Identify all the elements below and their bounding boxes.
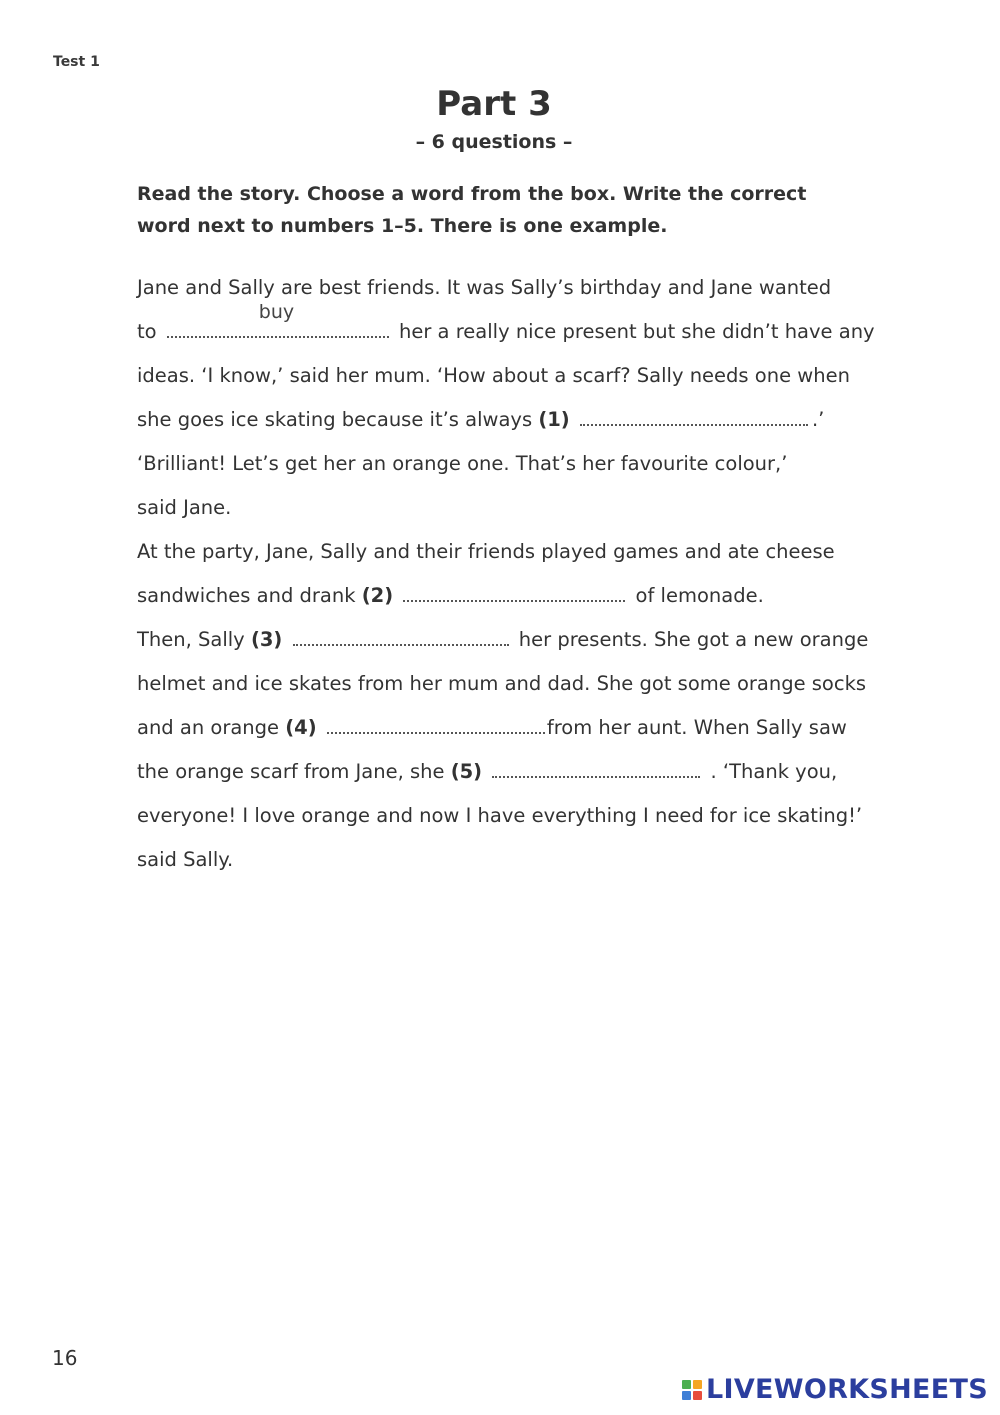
question-number-1: (1) — [538, 408, 570, 431]
story-line: Jane and Sally are best friends. It was Sally’s birthday and Jane wanted — [137, 276, 832, 299]
logo-square — [693, 1380, 702, 1389]
story-line — [137, 301, 875, 354]
instructions-line-2: word next to numbers 1–5. There is one example. — [137, 215, 668, 237]
story-fragment: Then, Sally — [137, 628, 245, 651]
story-fragment: . ‘Thank you, — [710, 760, 838, 783]
example-answer: buy — [258, 301, 295, 323]
story-line: ‘Brilliant! Let’s get her an orange one. That’s her favourite colour,’ — [137, 452, 788, 475]
example-answer-blank — [167, 301, 389, 339]
story-fragment: of lemonade. — [635, 584, 764, 607]
logo-square — [693, 1391, 702, 1400]
logo-square — [682, 1380, 691, 1389]
part-title: Part 3 — [436, 84, 552, 124]
logo-square — [682, 1391, 691, 1400]
story-fragment: from her aunt. When Sally saw — [546, 716, 847, 739]
brand-name: LIVEWORKSHEETS — [705, 1374, 988, 1405]
test-label: Test 1 — [53, 54, 100, 70]
story-fragment: her presents. She got a new orange — [518, 628, 869, 651]
question-number-4: (4) — [285, 716, 317, 739]
story-line — [137, 706, 867, 750]
story-fragment: the orange scarf from Jane, she — [137, 760, 445, 783]
story-fragment: her a really nice present but she didn’t have any — [398, 320, 875, 343]
answer-blank-5[interactable] — [492, 757, 700, 779]
answer-blank-1[interactable] — [580, 405, 808, 427]
answer-blank-4[interactable] — [327, 713, 545, 735]
story-line: helmet and ice skates from her mum and dad. She got some orange socks — [137, 672, 867, 695]
story-fragment: to — [137, 320, 157, 343]
story-line — [137, 398, 867, 442]
liveworksheets-logo — [682, 1374, 988, 1405]
liveworksheets-icon — [682, 1380, 702, 1400]
story-line: said Sally. — [137, 848, 234, 871]
story-fragment: sandwiches and drank — [137, 584, 356, 607]
instructions — [137, 178, 857, 242]
story-line: said Jane. — [137, 496, 232, 519]
story-fragment: she goes ice skating because it’s always — [137, 408, 533, 431]
story-fragment: and an orange — [137, 716, 280, 739]
story-text — [137, 266, 875, 882]
story-line — [137, 574, 867, 618]
instructions-line-1: Read the story. Choose a word from the box. Write the correct — [137, 183, 807, 205]
story-line — [137, 750, 867, 794]
story-line — [137, 618, 867, 662]
story-fragment: .’ — [811, 408, 825, 431]
question-number-3: (3) — [250, 628, 283, 651]
question-number-5: (5) — [450, 760, 483, 783]
answer-blank-2[interactable] — [403, 581, 625, 603]
page-number: 16 — [52, 1346, 78, 1370]
question-count: – 6 questions – — [415, 131, 573, 153]
story-line: ideas. ‘I know,’ said her mum. ‘How about a scarf? Sally needs one when — [137, 364, 850, 387]
story-line: everyone! I love orange and now I have everything I need for ice skating!’ — [137, 804, 863, 827]
answer-blank-3[interactable] — [293, 625, 509, 647]
story-line: At the party, Jane, Sally and their friends played games and ate cheese — [137, 540, 835, 563]
question-number-2: (2) — [361, 584, 394, 607]
